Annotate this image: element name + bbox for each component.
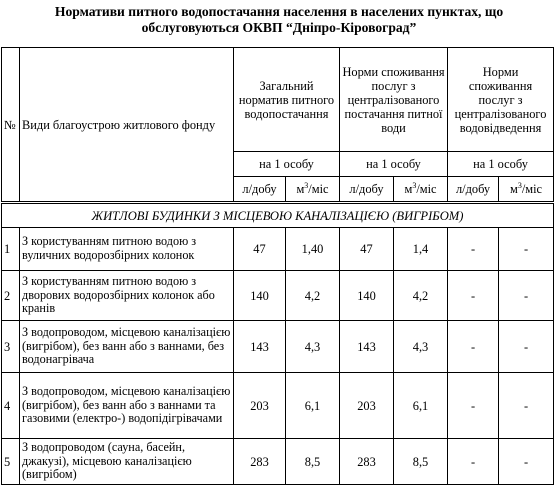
per-person-supply: на 1 особу (340, 152, 448, 177)
norms-table (1, 47, 554, 485)
row-description: З водопроводом, місцевою каналізацією (вигрібом), без ванн або з ваннами, без водонагрівача (20, 321, 234, 373)
drain-l-value: - (448, 271, 499, 321)
general-l-value: 47 (234, 228, 286, 271)
col-header-type: Види благоустрою житлового фонду (20, 48, 234, 203)
drain-l-value: - (448, 439, 499, 485)
supply-l-value: 283 (340, 439, 394, 485)
supply-m3-value: 1,4 (394, 228, 448, 271)
col-header-central-drain: Норми споживання послуг з централізованого водовідведення (448, 48, 554, 152)
row-number: 5 (2, 439, 20, 485)
supply-m3-value: 8,5 (394, 439, 448, 485)
col-header-general: Загальний норматив питного водопостачання (234, 48, 340, 152)
drain-l-value: - (448, 228, 499, 271)
general-m3-value: 1,40 (286, 228, 340, 271)
supply-m3-value: 4,3 (394, 321, 448, 373)
row-description: З водопроводом (сауна, басейн, джакузі), місцевою каналізацією (вигрібом) (20, 439, 234, 485)
row-description: З користуванням питною водою з вуличних водорозбірних колонок (20, 228, 234, 271)
unit-m3-drain: $м^3$/міс (499, 177, 554, 203)
table-row (2, 228, 554, 271)
drain-m3-value: - (499, 321, 554, 373)
row-number: 1 (2, 228, 20, 271)
unit-l-supply: л/добу (340, 177, 394, 203)
row-number: 3 (2, 321, 20, 373)
unit-m3-supply: $м^3$/міс (394, 177, 448, 203)
drain-m3-value: - (499, 439, 554, 485)
header-row-1 (2, 48, 554, 152)
table-row (2, 439, 554, 485)
general-m3-value: 8,5 (286, 439, 340, 485)
supply-l-value: 143 (340, 321, 394, 373)
per-person-drain: на 1 особу (448, 152, 554, 177)
row-number: 2 (2, 271, 20, 321)
drain-m3-value: - (499, 373, 554, 439)
col-header-central-supply: Норми споживання послуг з централізованого постачання питної води (340, 48, 448, 152)
general-m3-value: 4,2 (286, 271, 340, 321)
row-description: З користуванням питною водою з дворових водорозбірних колонок або кранів (20, 271, 234, 321)
drain-m3-value: - (499, 271, 554, 321)
general-m3-value: 6,1 (286, 373, 340, 439)
table-row (2, 271, 554, 321)
page-title (0, 4, 558, 36)
drain-l-value: - (448, 373, 499, 439)
supply-m3-value: 4,2 (394, 271, 448, 321)
general-l-value: 140 (234, 271, 286, 321)
row-description: З водопроводом, місцевою каналізацією (вигрібом), без ванн або з ваннами та газовими (електро-) водопідігрівачами (20, 373, 234, 439)
drain-m3-value: - (499, 228, 554, 271)
general-l-value: 143 (234, 321, 286, 373)
table-row (2, 321, 554, 373)
drain-l-value: - (448, 321, 499, 373)
unit-m3-general: $м^3$/міс (286, 177, 340, 203)
general-m3-value: 4,3 (286, 321, 340, 373)
unit-l-drain: л/добу (448, 177, 499, 203)
supply-l-value: 203 (340, 373, 394, 439)
general-l-value: 283 (234, 439, 286, 485)
table-row (2, 373, 554, 439)
col-header-num: № (2, 48, 20, 203)
section-title: ЖИТЛОВІ БУДИНКИ З МІСЦЕВОЮ КАНАЛІЗАЦІЄЮ (ВИГРІБОМ) (2, 203, 554, 228)
general-l-value: 203 (234, 373, 286, 439)
unit-l-general: л/добу (234, 177, 286, 203)
page-title-line-2: обслуговуються ОКВП “Дніпро-Кіровоград” (141, 20, 417, 35)
row-number: 4 (2, 373, 20, 439)
section-row (2, 203, 554, 228)
supply-l-value: 140 (340, 271, 394, 321)
supply-l-value: 47 (340, 228, 394, 271)
per-person-general: на 1 особу (234, 152, 340, 177)
supply-m3-value: 6,1 (394, 373, 448, 439)
page-title-line-1: Нормативи питного водопостачання населення в населених пунктах, що (54, 4, 504, 19)
